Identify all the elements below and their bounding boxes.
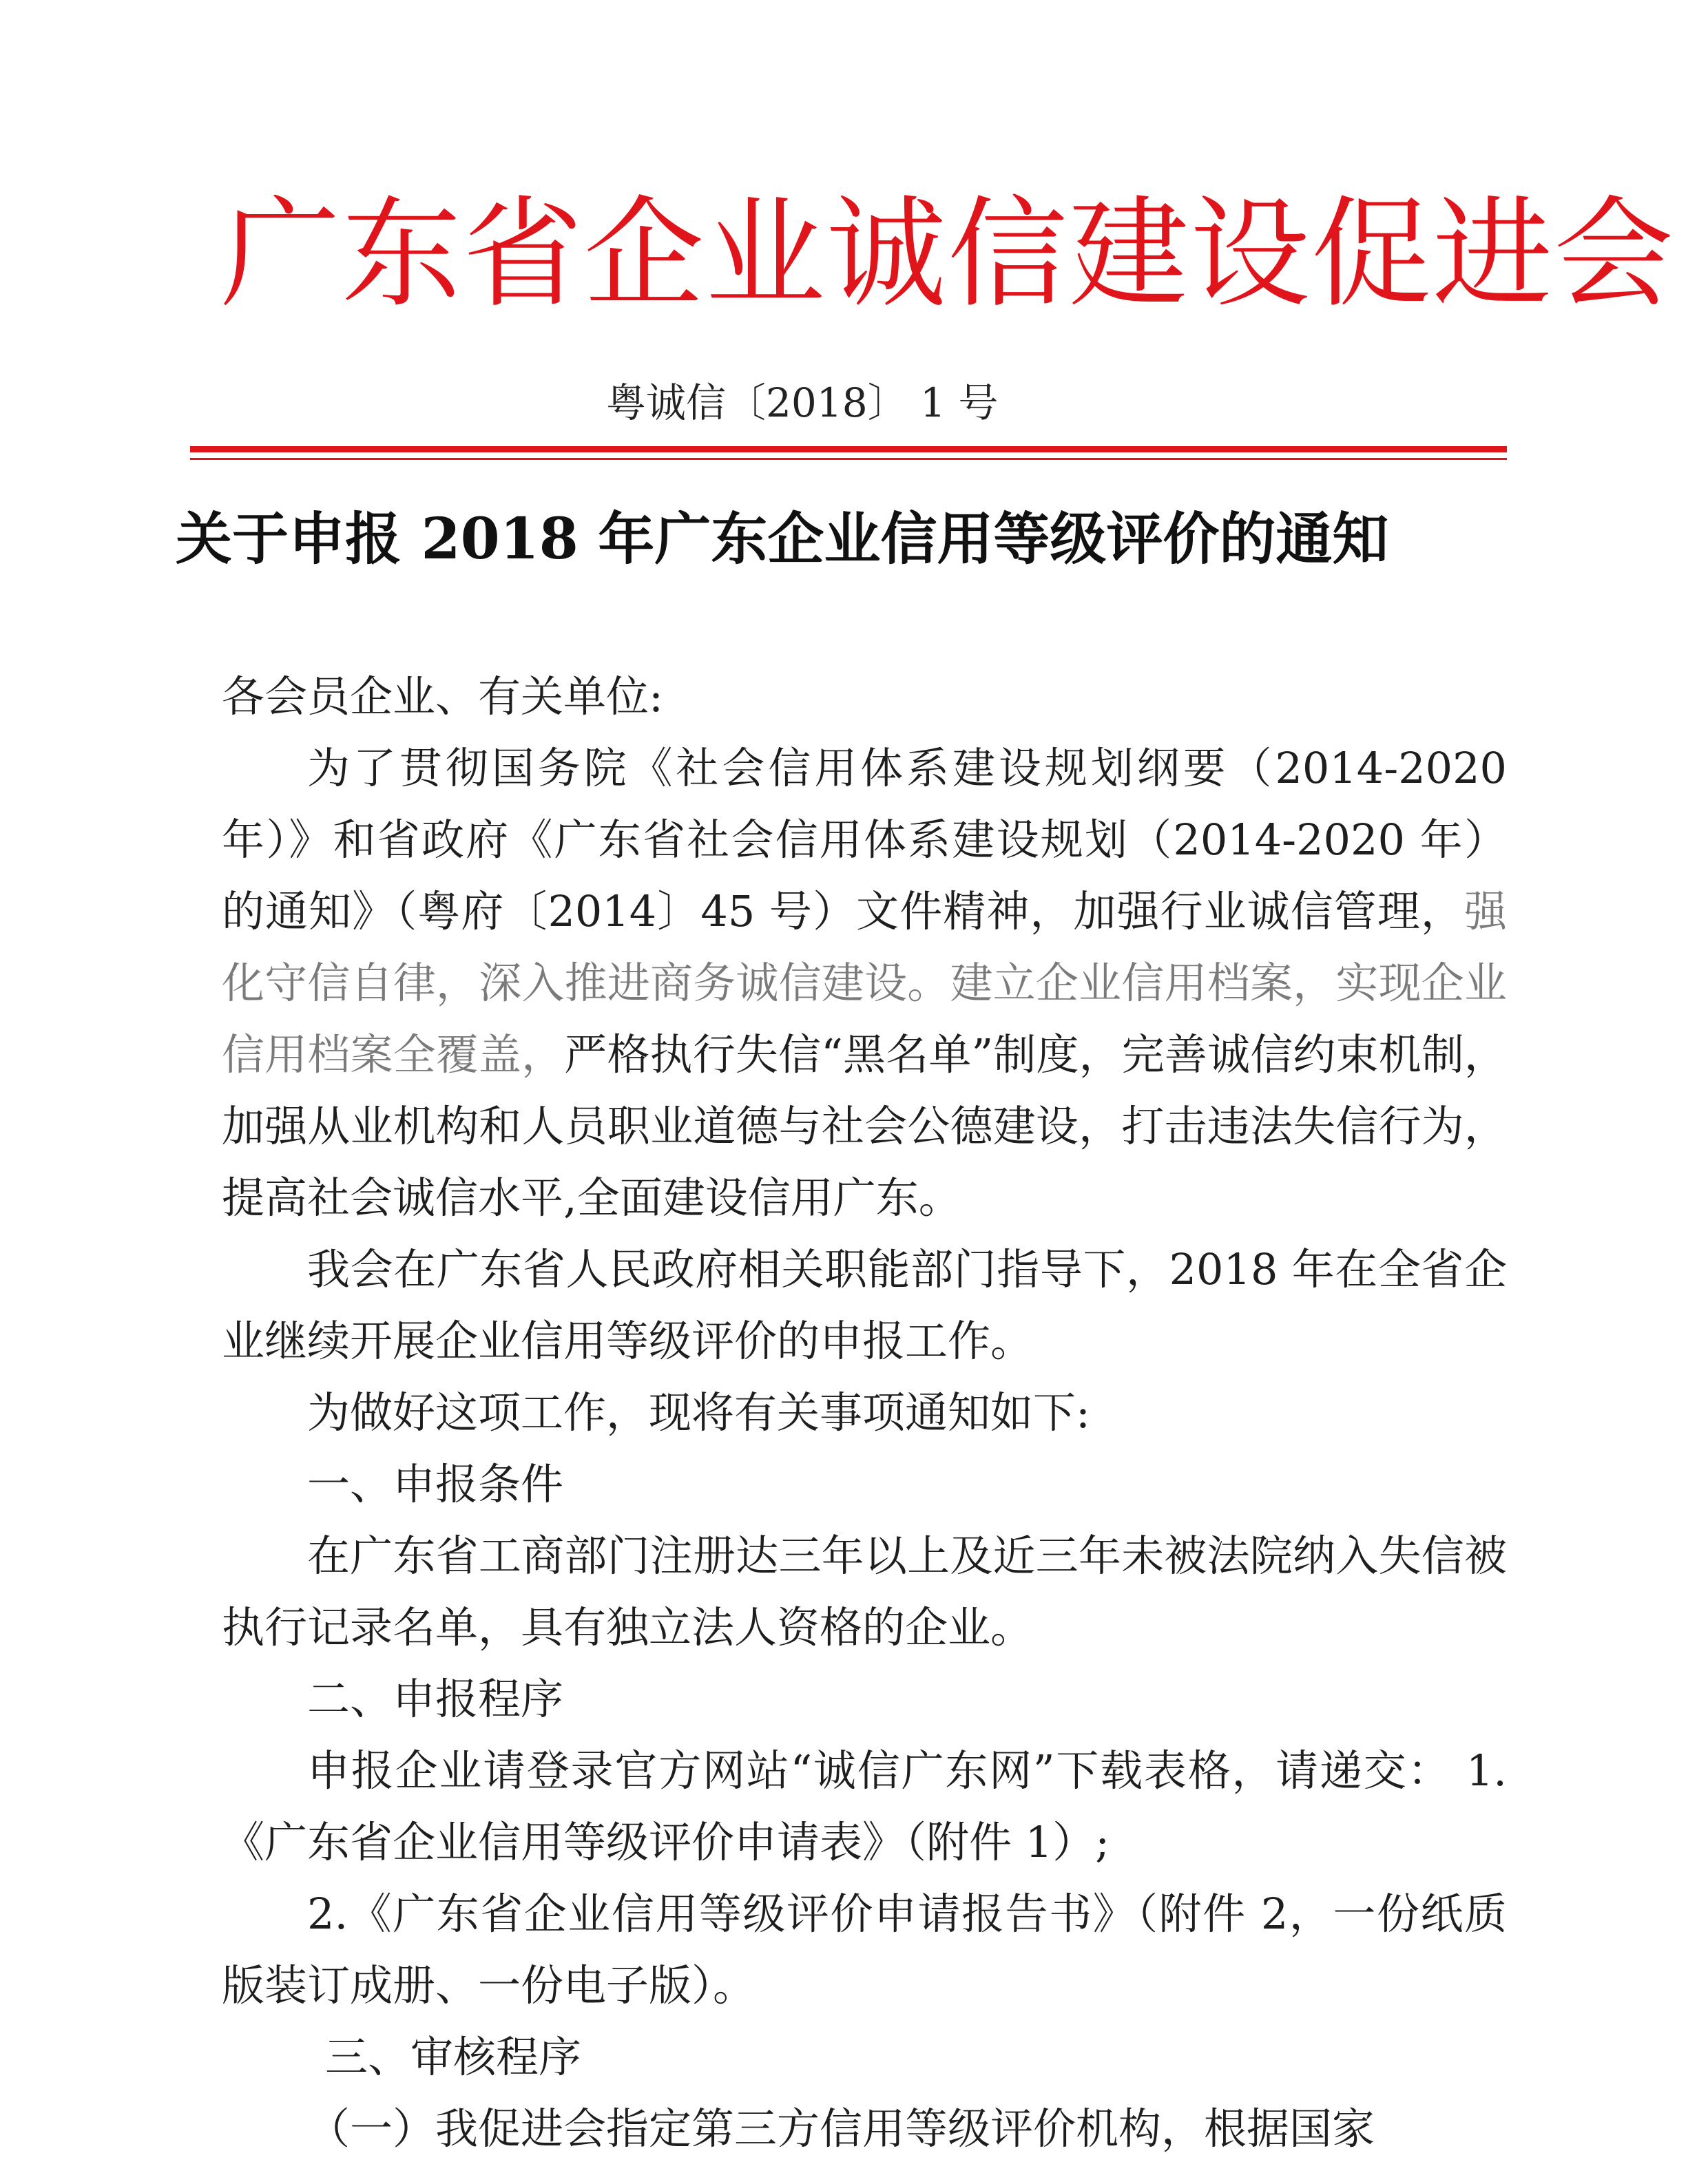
document-title: 关于申报 2018 年广东企业信用等级评价的通知 [176,506,1389,572]
document-body [222,661,1507,2165]
section-3-text: （一）我促进会指定第三方信用等级评价机构，根据国家 [307,2103,1375,2154]
section-1-heading: 一、申报条件 [307,1459,564,1509]
section-3-heading: 三、审核程序 [325,2032,582,2082]
section-2-text: 申报企业请登录官方网站“诚信广东网”下载表格，请递交： 1.《广东省企业信用等级评价申请表》（附件 1）; [222,1745,1507,1867]
letterhead-organization-name: 广东省企业诚信建设促进会 [220,185,1676,324]
paragraph-intro: 为做好这项工作，现将有关事项通知如下: [307,1387,1090,1438]
section-2-item-2: 2.《广东省企业信用等级评价申请报告书》（附件 2，一份纸质版装订成册、一份电子版）。 [222,1889,1507,2010]
paragraph-context: 我会在广东省人民政府相关职能部门指导下，2018 年在全省企业继续开展企业信用等级评价的申报工作。 [222,1244,1507,1366]
paragraph-purpose-part-b: 强化守信自律，深入推进商务诚信建设。建立企业信用档案，实现企业信用档案全覆盖， [222,886,1507,1080]
paragraph-purpose [222,733,1507,1234]
salutation: 各会员企业、有关单位: [222,671,663,722]
letterhead-rule-thick [190,446,1507,452]
paragraph-purpose-part-c: 严格执行失信“黑名单”制度，完善诚信约束机制，加强从业机构和人员职业道德与社会公德建设，打击违法失信行为，提高社会诚信水平,全面建设信用广东。 [222,1029,1507,1223]
section-2-heading: 二、申报程序 [307,1674,564,1724]
paragraph-purpose-part-a: 为了贯彻国务院《社会信用体系建设规划纲要（2014-2020 年）》和省政府《广东省社会信用体系建设规划（2014-2020 年）的通知》（粤府〔2014〕45 号）文件精神，加强行业诚信管理， [222,743,1507,936]
letterhead-rule-thin [190,458,1507,460]
section-1-text: 在广东省工商部门注册达三年以上及近三年未被法院纳入失信被执行记录名单，具有独立法人资格的企业。 [222,1531,1507,1652]
document-number: 粤诚信〔2018〕 1 号 [606,379,999,426]
